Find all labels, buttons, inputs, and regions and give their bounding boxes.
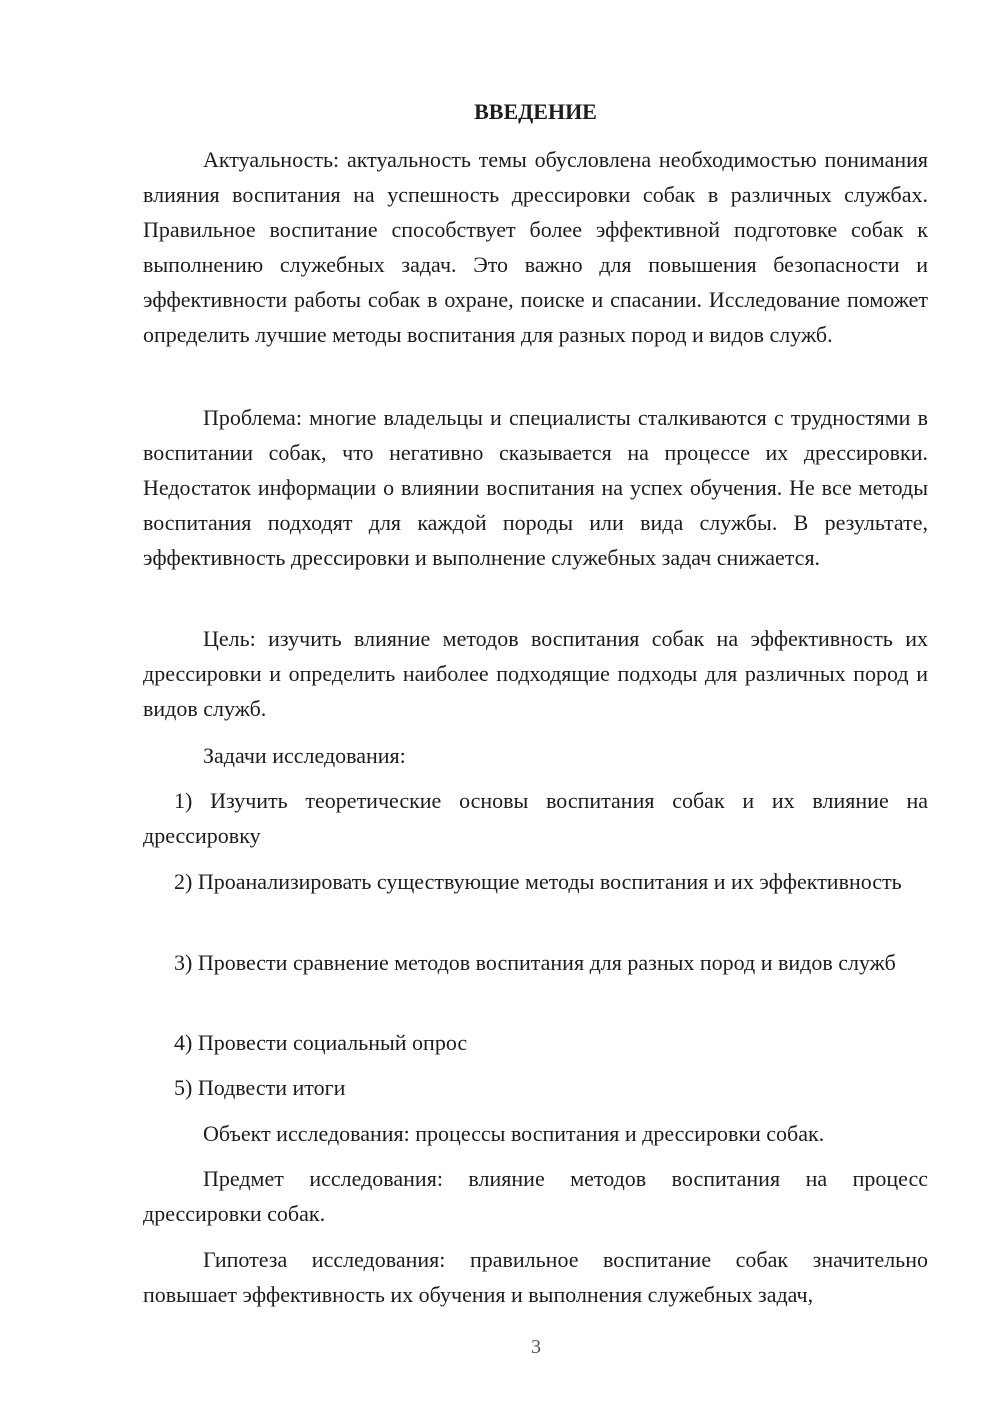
paragraph-problem: Проблема: многие владельцы и специалисты сталкиваются с трудностями в воспитании собак, что негативно сказывается на процессе их дрессировки. Недостаток информации о влиянии воспитания на успех обучения. Не все методы воспитания подходят для каждой породы или вида службы. В результате, эффективность дрессировки и выполнение служебных задач снижается. (143, 405, 928, 570)
paragraph-hypothesis: Гипотеза исследования: правильное воспитание собак значительно повышает эффективность их обучения и выполнения служебных задач, (143, 1247, 928, 1307)
paragraph-object: Объект исследования: процессы воспитания и дрессировки собак. (203, 1121, 825, 1146)
paragraph-subject: Предмет исследования: влияние методов воспитания на процесс дрессировки собак. (143, 1166, 928, 1226)
task-item-1: 1) Изучить теоретические основы воспитания собак и их влияние на дрессировку (143, 788, 928, 848)
task-item-5: 5) Подвести итоги (174, 1075, 346, 1100)
document-title: ВВЕДЕНИЕ (474, 99, 597, 124)
tasks-heading: Задачи исследования: (203, 743, 406, 768)
paragraph-relevance: Актуальность: актуальность темы обусловлена необходимостью понимания влияния воспитания на успешность дрессировки собак в различных службах. Правильное воспитание способствует более эффективной подготовке собак к выполнению служебных задач. Это важно для повышения безопасности и эффективности работы собак в охране, поиске и спасании. Исследование поможет определить лучшие методы воспитания для разных пород и видов служб. (143, 147, 928, 347)
task-item-4: 4) Провести социальный опрос (174, 1030, 468, 1055)
task-item-2: 2) Проанализировать существующие методы воспитания и их эффективность (174, 869, 902, 894)
paragraph-goal: Цель: изучить влияние методов воспитания собак на эффективность их дрессировки и определить наиболее подходящие подходы для различных пород и видов служб. (143, 626, 928, 721)
task-item-3: 3) Провести сравнение методов воспитания для разных пород и видов служб (174, 950, 896, 975)
page-number: 3 (531, 1336, 541, 1358)
